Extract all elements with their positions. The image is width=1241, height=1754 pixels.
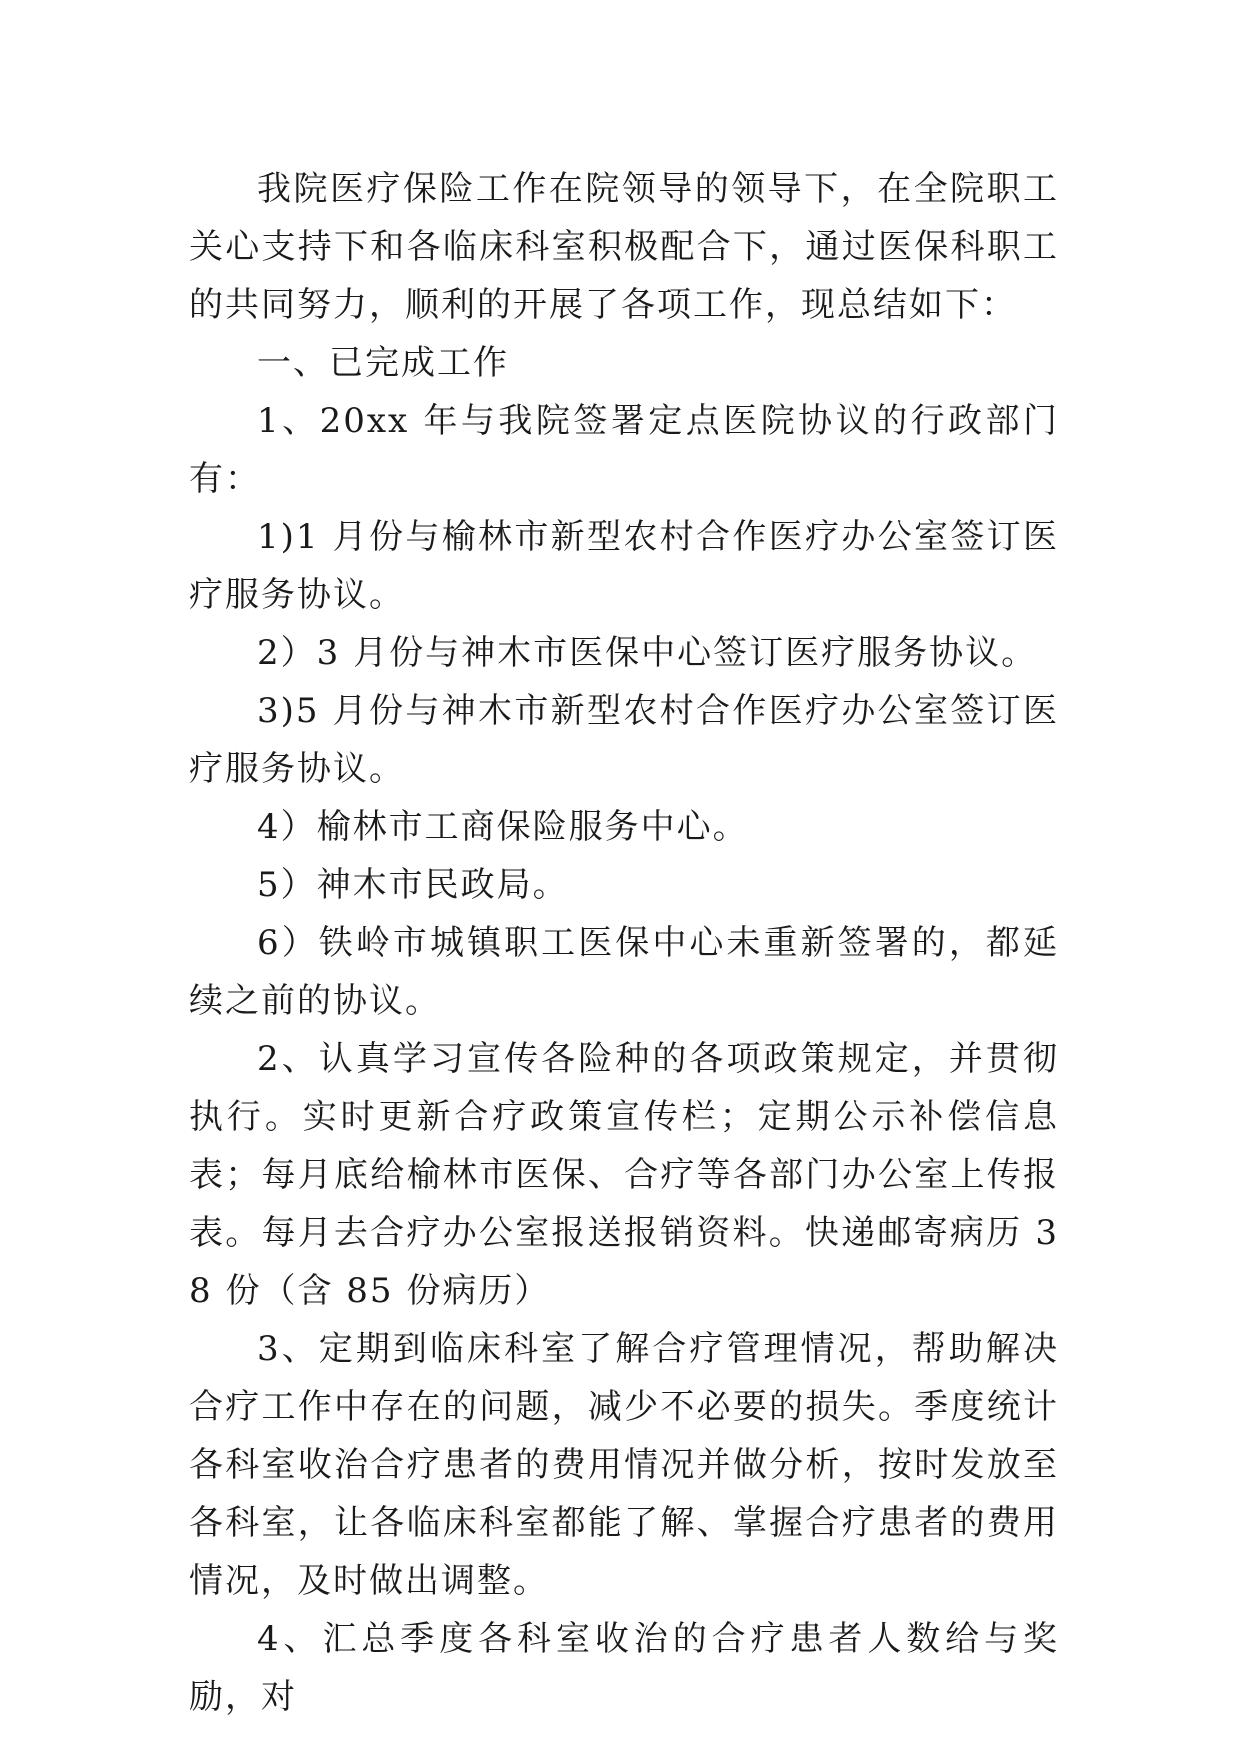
item-3-paragraph: 3、定期到临床科室了解合疗管理情况，帮助解决合疗工作中存在的问题，减少不必要的损失。季度统计各科室收治合疗患者的费用情况并做分析，按时发放至各科室，让各临床科室都能了解、掌握合疗患者的费用情况，及时做出调整。 bbox=[189, 1329, 1059, 1601]
item-4-paragraph: 4、汇总季度各科室收治的合疗患者人数给与奖励，对 bbox=[189, 1619, 1059, 1717]
sub-item-3-paragraph: 3)5 月份与神木市新型农村合作医疗办公室签订医疗服务协议。 bbox=[189, 691, 1059, 789]
sub-item-6-paragraph: 6）铁岭市城镇职工医保中心未重新签署的，都延续之前的协议。 bbox=[189, 923, 1059, 1021]
sub-item-2-paragraph: 2）3 月份与神木市医保中心签订医疗服务协议。 bbox=[257, 633, 1038, 673]
document-body bbox=[189, 160, 1059, 1726]
sub-item-4-paragraph: 4）榆林市工商保险服务中心。 bbox=[257, 807, 749, 847]
sub-item-5-paragraph: 5）神木市民政局。 bbox=[257, 865, 569, 905]
item-1-paragraph: 1、20xx 年与我院签署定点医院协议的行政部门有： bbox=[189, 401, 1059, 499]
sub-item-1-paragraph: 1)1 月份与榆林市新型农村合作医疗办公室签订医疗服务协议。 bbox=[189, 517, 1059, 615]
intro-paragraph: 我院医疗保险工作在院领导的领导下，在全院职工关心支持下和各临床科室积极配合下，通过医保科职工的共同努力，顺利的开展了各项工作，现总结如下： bbox=[189, 169, 1059, 325]
section-heading-completed-work: 一、已完成工作 bbox=[257, 343, 509, 383]
item-2-paragraph: 2、认真学习宣传各险种的各项政策规定，并贯彻执行。实时更新合疗政策宣传栏；定期公示补偿信息表；每月底给榆林市医保、合疗等各部门办公室上传报表。每月去合疗办公室报送报销资料。快递邮寄病历 38 份（含 85 份病历） bbox=[189, 1039, 1059, 1311]
